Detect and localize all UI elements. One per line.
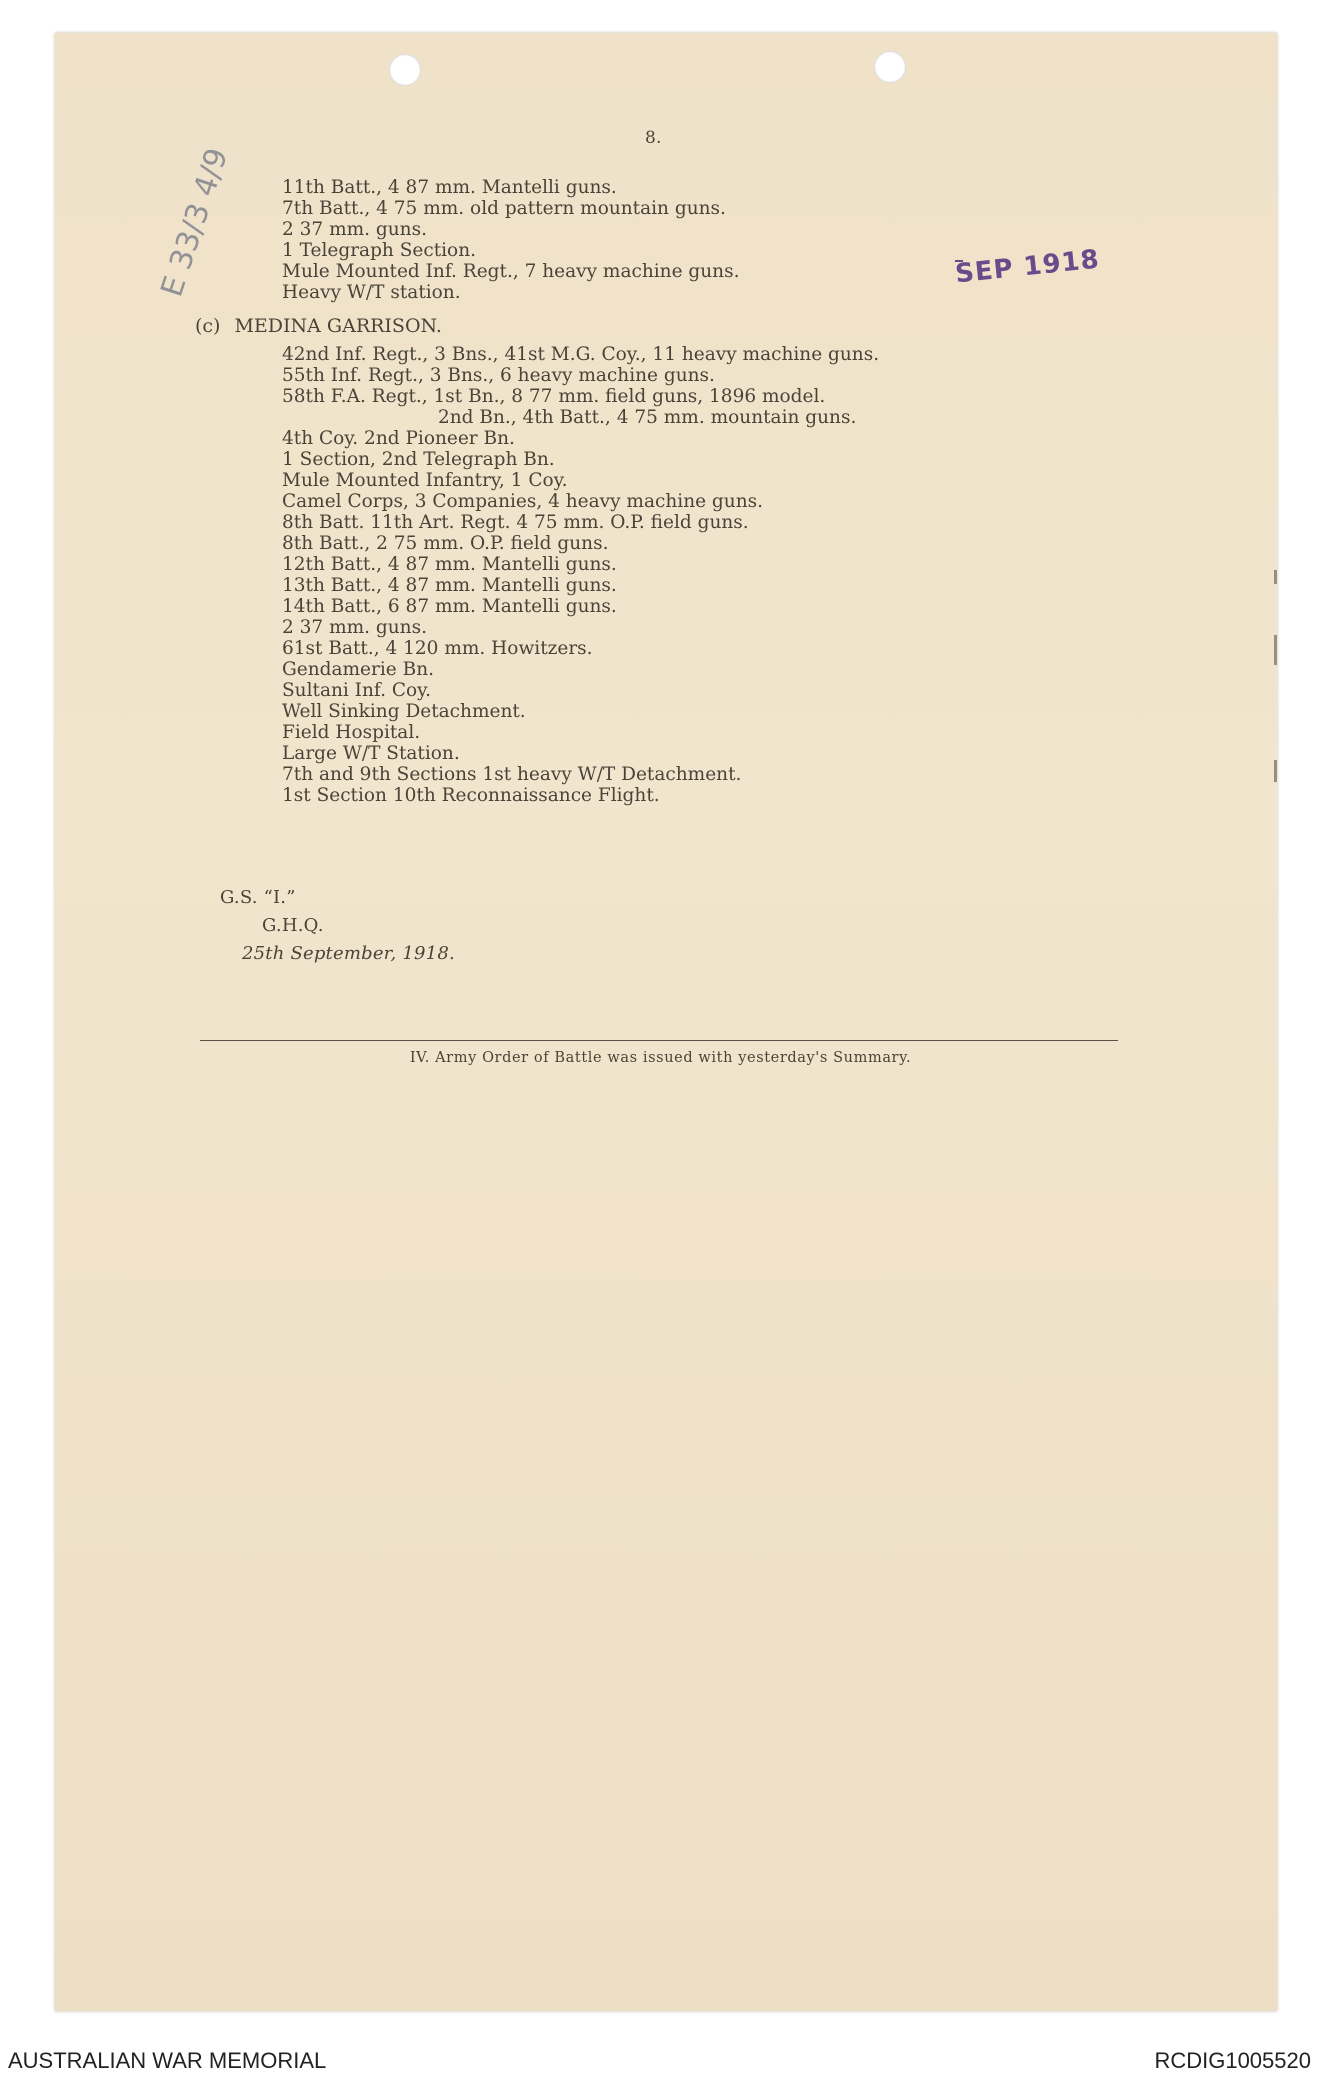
footnote: IV. Army Order of Battle was issued with yesterday's Summary. [409,1050,912,1066]
order-line: 55th Inf. Regt., 3 Bns., 6 heavy machine guns. [282,365,715,386]
order-line: 2 37 mm. guns. [282,617,427,638]
order-line: Large W/T Station. [282,743,460,764]
order-line: Field Hospital. [282,722,421,743]
order-line: Mule Mounted Infantry, 1 Coy. [282,470,568,491]
order-line: 2 37 mm. guns. [282,219,427,240]
signature-hq: G.H.Q. [262,915,324,936]
order-line: 12th Batt., 4 87 mm. Mantelli guns. [282,554,617,575]
horizontal-rule [200,1040,1118,1041]
order-line: 4th Coy. 2nd Pioneer Bn. [282,428,515,449]
pencil-annotation: E 33/3 4/9 [154,144,236,301]
signature-date: 25th September, 1918. [242,943,455,964]
order-line: 1 Telegraph Section. [282,240,476,261]
order-line: 1st Section 10th Reconnaissance Flight. [282,785,660,806]
signature-office: G.S. “I.” [220,887,296,908]
edge-mark [1274,570,1277,584]
order-line: 42nd Inf. Regt., 3 Bns., 41st M.G. Coy., 11 heavy machine guns. [282,344,880,365]
section-title: MEDINA GARRISON. [234,315,442,337]
order-line: Mule Mounted Inf. Regt., 7 heavy machine guns. [282,261,740,282]
date-stamp: SEP 1918 [953,244,1102,290]
order-line: Well Sinking Detachment. [282,701,526,722]
order-line: 8th Batt. 11th Art. Regt. 4 75 mm. O.P. field guns. [282,512,749,533]
order-line: 8th Batt., 2 75 mm. O.P. field guns. [282,533,609,554]
punch-hole [874,51,906,83]
order-line: Gendamerie Bn. [282,659,434,680]
order-line: 58th F.A. Regt., 1st Bn., 8 77 mm. field guns, 1896 model. [282,386,826,407]
order-line: 14th Batt., 6 87 mm. Mantelli guns. [282,596,617,617]
archive-credit: AUSTRALIAN WAR MEMORIAL [8,2048,327,2073]
page-number: 8. [645,128,662,148]
order-line: Heavy W/T station. [282,282,461,303]
punch-hole [389,54,421,86]
order-line: 1 Section, 2nd Telegraph Bn. [282,449,555,470]
archive-id: RCDIG1005520 [1154,2048,1311,2073]
section-label: (c) [195,315,221,337]
edge-mark [1274,635,1277,665]
section-heading [195,315,442,337]
order-line: Sultani Inf. Coy. [282,680,432,701]
order-line: 7th and 9th Sections 1st heavy W/T Detachment. [282,764,742,785]
edge-mark [1274,760,1277,782]
order-line: 13th Batt., 4 87 mm. Mantelli guns. [282,575,617,596]
order-line: 11th Batt., 4 87 mm. Mantelli guns. [282,177,617,198]
order-line: 7th Batt., 4 75 mm. old pattern mountain guns. [282,198,726,219]
order-line: 61st Batt., 4 120 mm. Howitzers. [282,638,593,659]
order-line: Camel Corps, 3 Companies, 4 heavy machine guns. [282,491,763,512]
order-line: 2nd Bn., 4th Batt., 4 75 mm. mountain guns. [438,407,857,428]
